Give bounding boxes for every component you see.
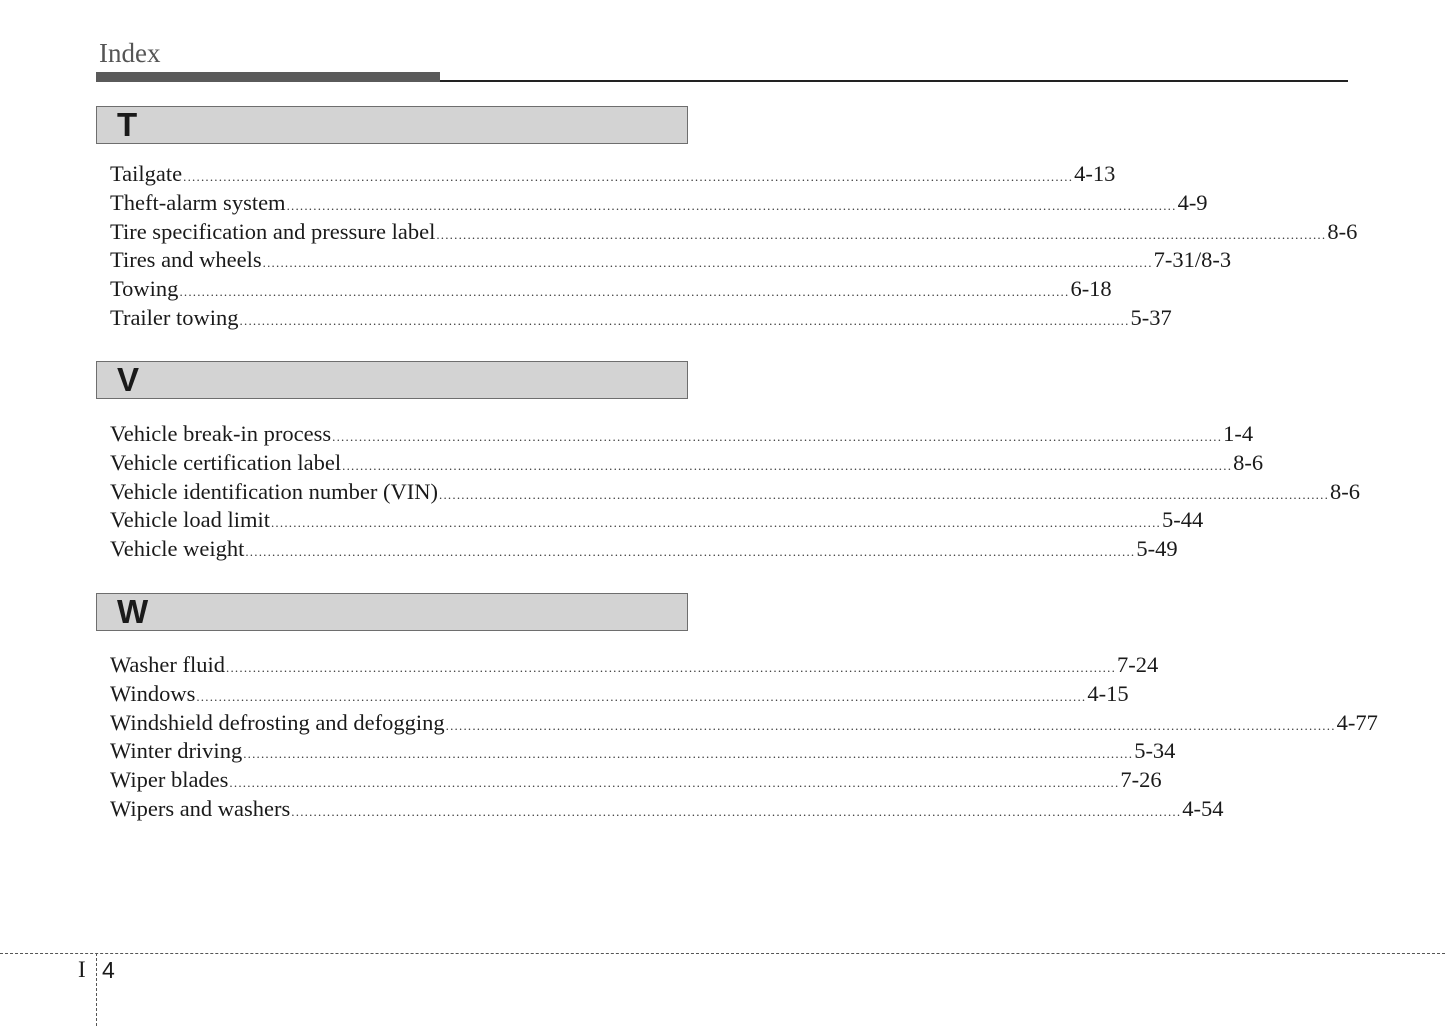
index-entry [110,766,1162,795]
dot-leader: ........................................................................................................................................................................................................ [342,457,1233,473]
index-entry [110,651,1159,680]
dot-leader: ........................................................................................................................................................................................................ [332,429,1223,444]
entry-page: 7-31/8-3 [1153,247,1232,273]
entry-label: Windshield defrosting and defogging [110,709,445,735]
entry-page: 4-77 [1336,709,1378,735]
index-entry [110,160,1116,189]
entry-page: 4-13 [1074,161,1116,186]
entry-page: 5-44 [1161,507,1204,533]
index-section-t [96,106,1358,330]
index-entry [110,218,1358,247]
dot-leader: ........................................................................................................................................................................................................ [270,515,1161,531]
entry-label: Winter driving [110,738,243,764]
dot-leader: ........................................................................................................................................................................................................ [226,660,1117,675]
index-entry [110,737,1176,766]
index-entry [110,535,1178,564]
index-entry [110,275,1112,304]
footer-section-label: I [78,957,86,982]
dot-leader: ........................................................................................................................................................................................................ [286,197,1177,213]
index-entry [110,420,1254,449]
entry-label: Tires and wheels [110,247,262,273]
index-section-w [96,593,1378,821]
entry-label: Wiper blades [110,767,229,793]
section-letter-box [96,361,688,399]
entry-page: 8-6 [1327,218,1358,244]
footer-dashed-rule [0,953,1445,954]
dot-leader: ........................................................................................................................................................................................................ [196,688,1087,704]
entry-label: Vehicle weight [110,536,245,562]
entry-label: Towing [110,276,179,302]
dot-leader: ........................................................................................................................................................................................................ [243,746,1134,762]
entry-label: Wipers and washers [110,795,291,821]
entry-label: Windows [110,680,196,706]
dot-leader: ........................................................................................................................................................................................................ [245,544,1136,560]
index-entry [110,304,1172,333]
section-letter-box [96,593,688,631]
entry-label: Vehicle certification label [110,449,342,475]
index-entry [110,680,1129,709]
index-entry [110,795,1224,824]
entry-list [110,651,1378,824]
section-letter: W [117,593,149,630]
entry-label: Trailer towing [110,304,239,330]
entry-page: 4-54 [1182,795,1224,821]
entry-label: Tailgate [110,161,183,186]
entry-list [110,160,1358,333]
entry-label: Washer fluid [110,652,226,677]
entry-page: 4-15 [1087,680,1129,706]
entry-label: Vehicle load limit [110,507,270,533]
entry-label: Vehicle identification number (VIN) [110,478,439,504]
dot-leader: ........................................................................................................................................................................................................ [262,255,1153,271]
header-rule [440,80,1348,82]
section-letter: V [117,361,140,398]
entry-page: 7-24 [1117,652,1159,677]
section-letter: T [117,106,138,143]
entry-page: 5-49 [1136,536,1178,562]
entry-page: 4-9 [1177,189,1208,215]
dot-leader: ........................................................................................................................................................................................................ [439,486,1330,502]
index-entry [110,189,1208,218]
index-entry [110,506,1204,535]
entry-page: 7-26 [1120,767,1162,793]
index-entry [110,246,1232,275]
dot-leader: ........................................................................................................................................................................................................ [291,803,1182,819]
footer-page-number: 4 [102,957,115,983]
entry-page: 5-34 [1134,738,1176,764]
index-section-v [96,361,1361,562]
entry-label: Theft-alarm system [110,189,286,215]
dot-leader: ........................................................................................................................................................................................................ [436,226,1327,242]
entry-list [110,420,1361,564]
dot-leader: ........................................................................................................................................................................................................ [445,717,1336,733]
page-title: Index [99,38,161,68]
entry-label: Tire specification and pressure label [110,218,436,244]
dot-leader: ........................................................................................................................................................................................................ [239,312,1130,328]
section-letter-box [96,106,688,144]
header-bar [96,72,440,82]
index-entry [110,709,1378,738]
index-entry [110,478,1361,507]
dot-leader: ........................................................................................................................................................................................................ [183,169,1074,184]
dot-leader: ........................................................................................................................................................................................................ [229,775,1120,791]
index-entry [110,449,1264,478]
entry-page: 1-4 [1223,421,1254,446]
entry-label: Vehicle break-in process [110,421,332,446]
entry-page: 5-37 [1130,304,1172,330]
entry-page: 8-6 [1233,449,1264,475]
footer-dashed-divider [96,953,97,1026]
entry-page: 8-6 [1330,478,1361,504]
entry-page: 6-18 [1070,276,1112,302]
dot-leader: ........................................................................................................................................................................................................ [179,284,1070,300]
